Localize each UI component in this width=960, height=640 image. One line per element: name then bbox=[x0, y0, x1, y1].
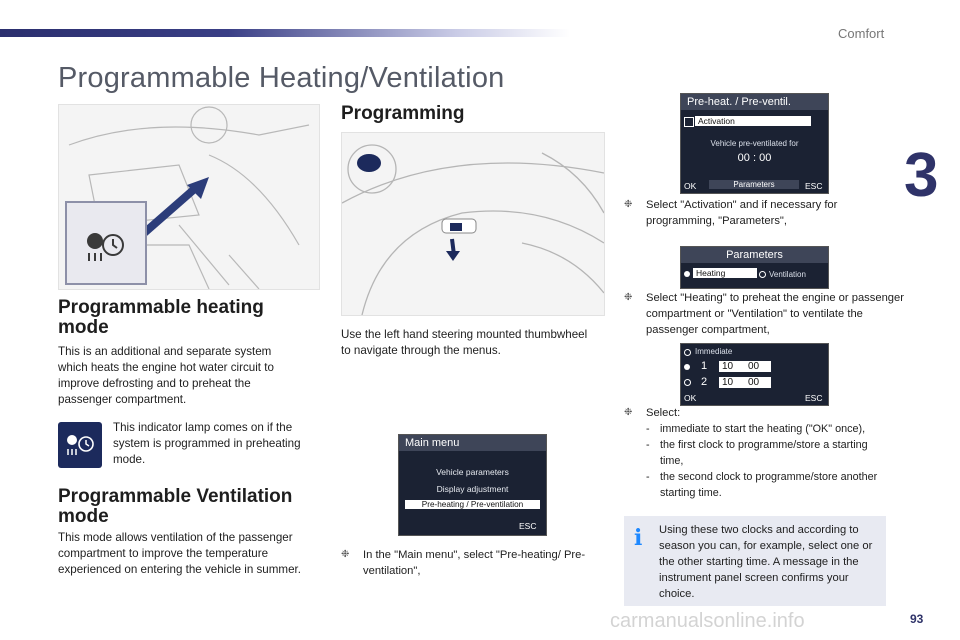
info-icon: i bbox=[634, 525, 643, 551]
parameters-button[interactable]: Parameters bbox=[709, 180, 799, 189]
heating-radio-icon[interactable] bbox=[684, 271, 690, 277]
preheat-time: 00 : 00 bbox=[737, 152, 772, 164]
activation-checkbox-icon[interactable] bbox=[684, 117, 694, 127]
bullet-icon: ❉ bbox=[624, 199, 633, 210]
main-menu-item[interactable]: Display adjustment bbox=[436, 484, 509, 494]
main-menu-instruction: In the "Main menu", select "Pre-heating/ Pre-ventilation", bbox=[363, 549, 586, 577]
preheat-screen-title: Pre-heat. / Pre-ventil. bbox=[681, 94, 828, 110]
activation-step-text: Select "Activation" and if necessary for programming, "Parameters", bbox=[646, 199, 838, 227]
ventilation-body: This mode allows ventilation of the passenger compartment to improve the temperature experienced on entering the vehicle in summer. bbox=[58, 531, 301, 576]
ventilation-option[interactable]: Ventilation bbox=[769, 270, 806, 279]
heating-step bbox=[624, 290, 908, 338]
immediate-radio-icon[interactable] bbox=[684, 349, 691, 356]
main-menu-screen bbox=[398, 434, 547, 536]
clock1-label: 1 bbox=[701, 360, 708, 372]
chapter-number: 3 bbox=[904, 141, 937, 210]
clock1-minutes[interactable]: 00 bbox=[745, 361, 771, 372]
esc-button[interactable]: ESC bbox=[805, 393, 823, 403]
parameters-screen bbox=[680, 246, 829, 289]
steering-wheel-drawing bbox=[342, 133, 604, 315]
clock2-hours[interactable]: 10 bbox=[719, 377, 745, 388]
preheat-status: Vehicle pre-ventilated for bbox=[710, 139, 799, 148]
main-menu-item[interactable]: Vehicle parameters bbox=[436, 467, 509, 477]
page-title: Programmable Heating/Ventilation bbox=[58, 62, 505, 94]
info-note bbox=[624, 516, 886, 606]
heating-step-text: Select "Heating" to preheat the engine or passenger compartment or "Ventilation" to ventilate the passenger compartment, bbox=[646, 292, 904, 336]
preheat-lamp-icon bbox=[58, 422, 102, 468]
steering-wheel-illustration bbox=[341, 132, 605, 316]
ventilation-heading: Programmable Ventilation mode bbox=[58, 486, 293, 527]
clock1-radio-icon[interactable] bbox=[684, 364, 690, 370]
bullet-icon: ❉ bbox=[624, 407, 633, 418]
preheat-indicator-badge bbox=[58, 422, 102, 468]
main-menu-item-selected[interactable]: Pre-heating / Pre-ventilation bbox=[405, 500, 540, 509]
immediate-option[interactable]: Immediate bbox=[695, 347, 733, 356]
heating-body: This is an additional and separate system which heats the engine hot water circuit to improve defrosting and to preheat the passenger compartment. bbox=[58, 345, 274, 406]
thumbwheel-text: Use the left hand steering mounted thumbwheel to navigate through the menus. bbox=[341, 328, 588, 357]
dashboard-illustration bbox=[58, 104, 320, 290]
clock-screen bbox=[680, 343, 829, 406]
header-bar bbox=[0, 29, 570, 37]
list-item: - the second clock to programme/store another starting time. bbox=[646, 471, 878, 499]
esc-button[interactable]: ESC bbox=[519, 521, 537, 531]
ok-button[interactable]: OK bbox=[684, 181, 697, 191]
list-item: - immediate to start the heating ("OK" once), bbox=[646, 423, 866, 435]
second-clock-item: the second clock to programme/store another starting time. bbox=[660, 471, 878, 499]
ventilation-radio-icon[interactable] bbox=[759, 271, 766, 278]
select-step-label: Select: bbox=[646, 407, 681, 419]
immediate-item: immediate to start the heating ("OK" once), bbox=[660, 423, 866, 435]
clock2-radio-icon[interactable] bbox=[684, 379, 691, 386]
indicator-lamp-inset bbox=[65, 201, 147, 285]
info-note-text: Using these two clocks and according to season you can, for example, select one or the other starting time. A message in the instrument panel screen confirms your choice. bbox=[659, 524, 873, 600]
activation-step bbox=[624, 197, 908, 229]
esc-button[interactable]: ESC bbox=[805, 181, 823, 191]
clock2-minutes[interactable]: 00 bbox=[745, 377, 771, 388]
bullet-icon: ❉ bbox=[341, 549, 350, 560]
activation-option[interactable]: Activation bbox=[695, 116, 811, 126]
first-clock-item: the first clock to programme/store a starting time, bbox=[660, 439, 868, 467]
preheat-indicator-icon bbox=[67, 203, 145, 283]
indicator-lamp-text: This indicator lamp comes on if the system is programmed in preheating mode. bbox=[113, 421, 301, 466]
bullet-icon: ❉ bbox=[624, 292, 633, 303]
heating-option[interactable]: Heating bbox=[693, 268, 757, 278]
watermark: carmanualsonline.info bbox=[610, 610, 805, 632]
select-step-list bbox=[646, 421, 891, 501]
select-step bbox=[624, 405, 908, 421]
preheat-screen bbox=[680, 93, 829, 194]
clock1-hours[interactable]: 10 bbox=[719, 361, 745, 372]
section-label: Comfort bbox=[838, 26, 885, 41]
main-menu-title: Main menu bbox=[399, 435, 546, 451]
ok-button[interactable]: OK bbox=[684, 393, 697, 403]
main-menu-step bbox=[341, 547, 613, 579]
heating-heading: Programmable heating mode bbox=[58, 297, 264, 338]
parameters-screen-title: Parameters bbox=[681, 247, 828, 263]
page-number: 93 bbox=[910, 612, 924, 626]
list-item: - the first clock to programme/store a starting time, bbox=[646, 439, 868, 467]
programming-heading: Programming bbox=[341, 103, 465, 124]
clock2-label: 2 bbox=[701, 376, 708, 388]
